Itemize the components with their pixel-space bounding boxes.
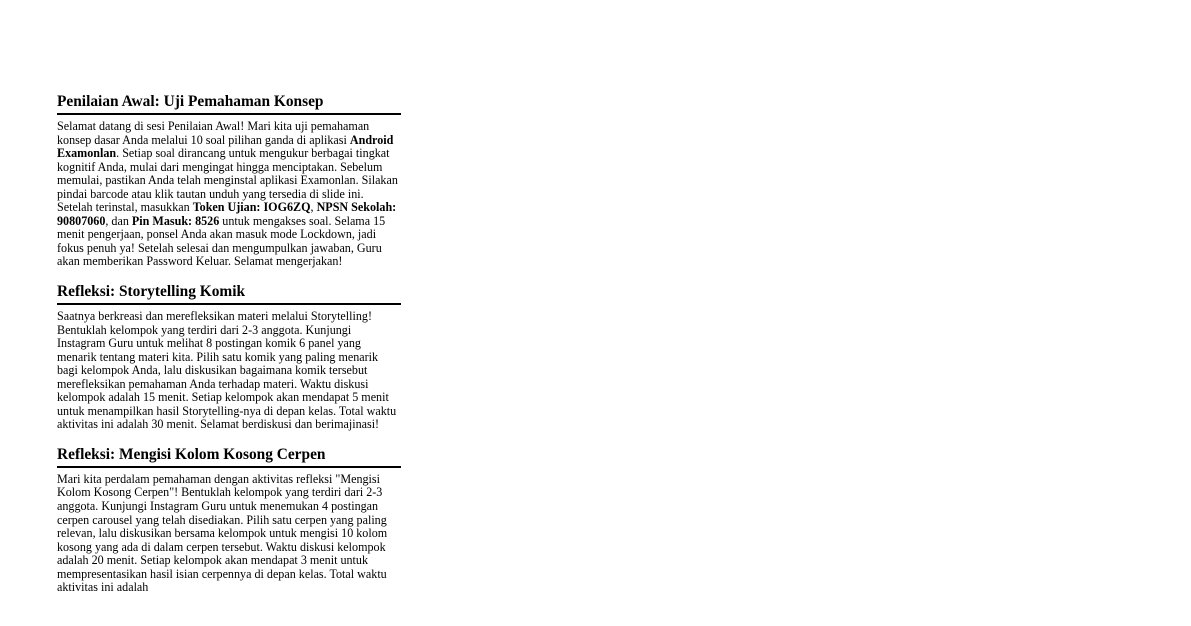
exam-token: Token Ujian: IOG6ZQ [192, 200, 311, 215]
body-text: untuk mengakses soal. Selama 15 menit pengerjaan, ponsel Anda akan masuk mode Lockdown, jadi fokus penuh ya! Setelah selesai dan mengumpulkan jawaban, Guru akan memberikan Password Keluar. Selamat mengerjakan! [57, 213, 386, 269]
separator: , [310, 200, 317, 215]
section-kolom-kosong-cerpen [57, 446, 401, 595]
body-text: . Setiap soal dirancang untuk mengukur berbagai tingkat kognitif Anda, mulai dari mengingat hingga menciptakan. Sebelum memulai, pastikan Anda telah menginstal aplikasi Examonlan. Silakan pindai barcode atau klik tautan unduh yang tersedia di slide ini. Setelah terinstal, masukkan [57, 146, 398, 215]
section-storytelling-komik [57, 283, 401, 432]
body-text: Selamat datang di sesi Penilaian Awal! Mari kita uji pemahaman konsep dasar Anda melalui 10 soal pilihan ganda di aplikasi [57, 119, 370, 147]
section-body: Mari kita perdalam pemahaman dengan aktivitas refleksi "Mengisi Kolom Kosong Cerpen"! Bentuklah kelompok yang terdiri dari 2-3 anggota. Kunjungi Instagram Guru untuk menemukan 4 postingan cerpen carousel yang telah disediakan. Pilih satu cerpen yang paling relevan, lalu diskusikan bersama kelompok untuk mengisi 10 kolom kosong yang ada di dalam cerpen tersebut. Waktu diskusi kelompok adalah 20 menit. Setiap kelompok akan mendapat 3 menit untuk mempresentasikan hasil isian cerpennya di depan kelas. Total waktu aktivitas ini adalah [57, 471, 388, 595]
school-npsn: NPSN Sekolah: 90807060 [57, 200, 397, 228]
separator: , dan [105, 213, 132, 228]
section-penilaian-awal [57, 93, 401, 269]
section-title: Refleksi: Mengisi Kolom Kosong Cerpen [57, 446, 401, 468]
section-title: Penilaian Awal: Uji Pemahaman Konsep [57, 93, 401, 115]
section-body [57, 120, 401, 269]
document [57, 93, 401, 609]
section-title: Refleksi: Storytelling Komik [57, 283, 401, 305]
section-body: Saatnya berkreasi dan merefleksikan materi melalui Storytelling! Bentuklah kelompok yang terdiri dari 2-3 anggota. Kunjungi Instagram Guru untuk melihat 8 postingan komik 6 panel yang menarik tentang materi kita. Pilih satu komik yang paling menarik bagi kelompok Anda, lalu diskusikan bagaimana komik tersebut merefleksikan pemahaman Anda terhadap materi. Waktu diskusi kelompok adalah 15 menit. Setiap kelompok akan mendapat 5 menit untuk menampilkan hasil Storytelling-nya di depan kelas. Total waktu aktivitas ini adalah 30 menit. Selamat berdiskusi dan berimajinasi! [57, 309, 397, 432]
login-pin: Pin Masuk: 8526 [131, 213, 220, 228]
app-name: Android Examonlan [57, 132, 394, 161]
